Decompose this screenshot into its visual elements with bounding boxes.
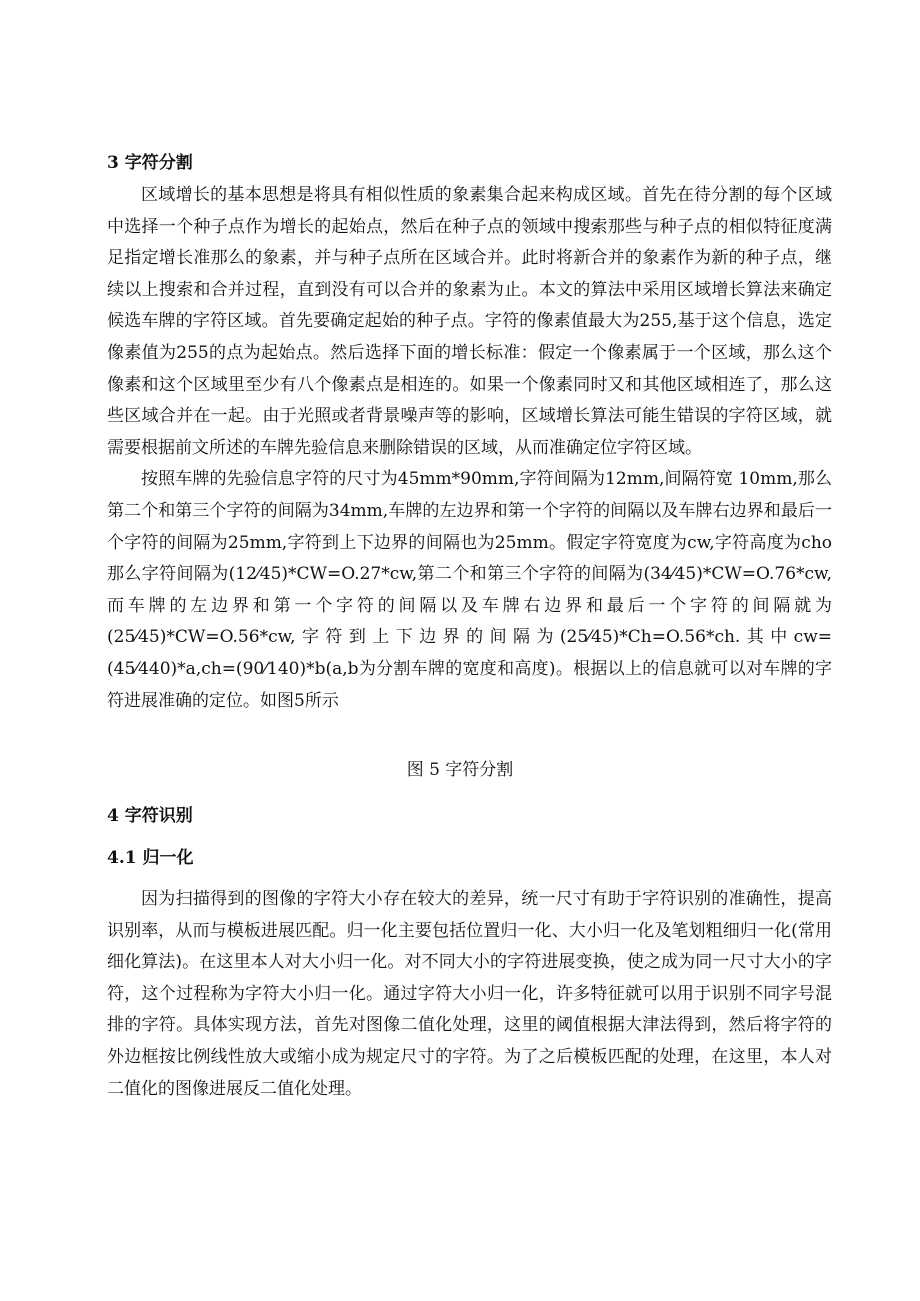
paragraph-plate-prior-info: 按照车牌的先验信息字符的尺寸为45mm*90mm,字符间隔为12mm,间隔符宽 10mm,那么第二个和第三个字符的间隔为34mm,车牌的左边界和第一个字符的间隔以及车牌右边界和最后一个字符的间隔为25mm,字符到上下边界的间隔也为25mm。假定字符宽度为cw,字符高度为cho那么字符间隔为(12⁄45)*CW=O.27*cw,第二个和第三个字符的间隔为(34⁄45)*CW=O.76*cw,而车牌的左边界和第一个字符的间隔以及车牌右边界和最后一个字符的间隔就为(25⁄45)*CW=O.56*cw,字符到上下边界的间隔为(25⁄45)*Ch=O.56*ch.其中cw=(45⁄440)*a,ch=(90⁄140)*b(a,b为分割车牌的宽度和高度)。根据以上的信息就可以对车牌的字符进展准确的定位。如图5所示 [107, 469, 832, 711]
section-heading-3: 3 字符分割 [107, 153, 193, 173]
section-3-body [107, 180, 832, 717]
section-4-1-body [107, 884, 832, 1105]
paragraph-normalization: 因为扫描得到的图像的字符大小存在较大的差异，统一尺寸有助于字符识别的准确性，提高识别率，从而与模板进展匹配。归一化主要包括位置归一化、大小归一化及笔划粗细归一化(常用细化算法)。在这里本人对大小归一化。对不同大小的字符进展变换，使之成为同一尺寸大小的字符，这个过程称为字符大小归一化。通过字符大小归一化，许多特征就可以用于识别不同字号混排的字符。具体实现方法，首先对图像二值化处理，这里的阈值根据大津法得到，然后将字符的外边框按比例线性放大或缩小成为规定尺寸的字符。为了之后模板匹配的处理，在这里，本人对二值化的图像进展反二值化处理。 [107, 889, 832, 1099]
subsection-heading-4-1: 4.1 归一化 [107, 848, 194, 868]
figure-caption: 图 5 字符分割 [406, 760, 514, 780]
paragraph-region-growing: 区域增长的基本思想是将具有相似性质的象素集合起来构成区域。首先在待分割的每个区域中选择一个种子点作为增长的起始点，然后在种子点的领域中搜索那些与种子点的相似特征度满足指定增长准那么的象素，并与种子点所在区域合并。此时将新合并的象素作为新的种子点，继续以上搜索和合并过程，直到没有可以合并的象素为止。本文的算法中采用区域增长算法来确定候选车牌的字符区域。首先要确定起始的种子点。字符的像素值最大为255,基于这个信息，选定像素值为255的点为起始点。然后选择下面的增长标准：假定一个像素属于一个区域，那么这个像素和这个区域里至少有八个像素点是相连的。如果一个像素同时又和其他区域相连了，那么这些区域合并在一起。由于光照或者背景噪声等的影响，区域增长算法可能生错误的字符区域，就需要根据前文所述的车牌先验信息来删除错误的区域，从而准确定位字符区域。 [107, 185, 832, 458]
section-heading-4: 4 字符识别 [107, 806, 193, 826]
